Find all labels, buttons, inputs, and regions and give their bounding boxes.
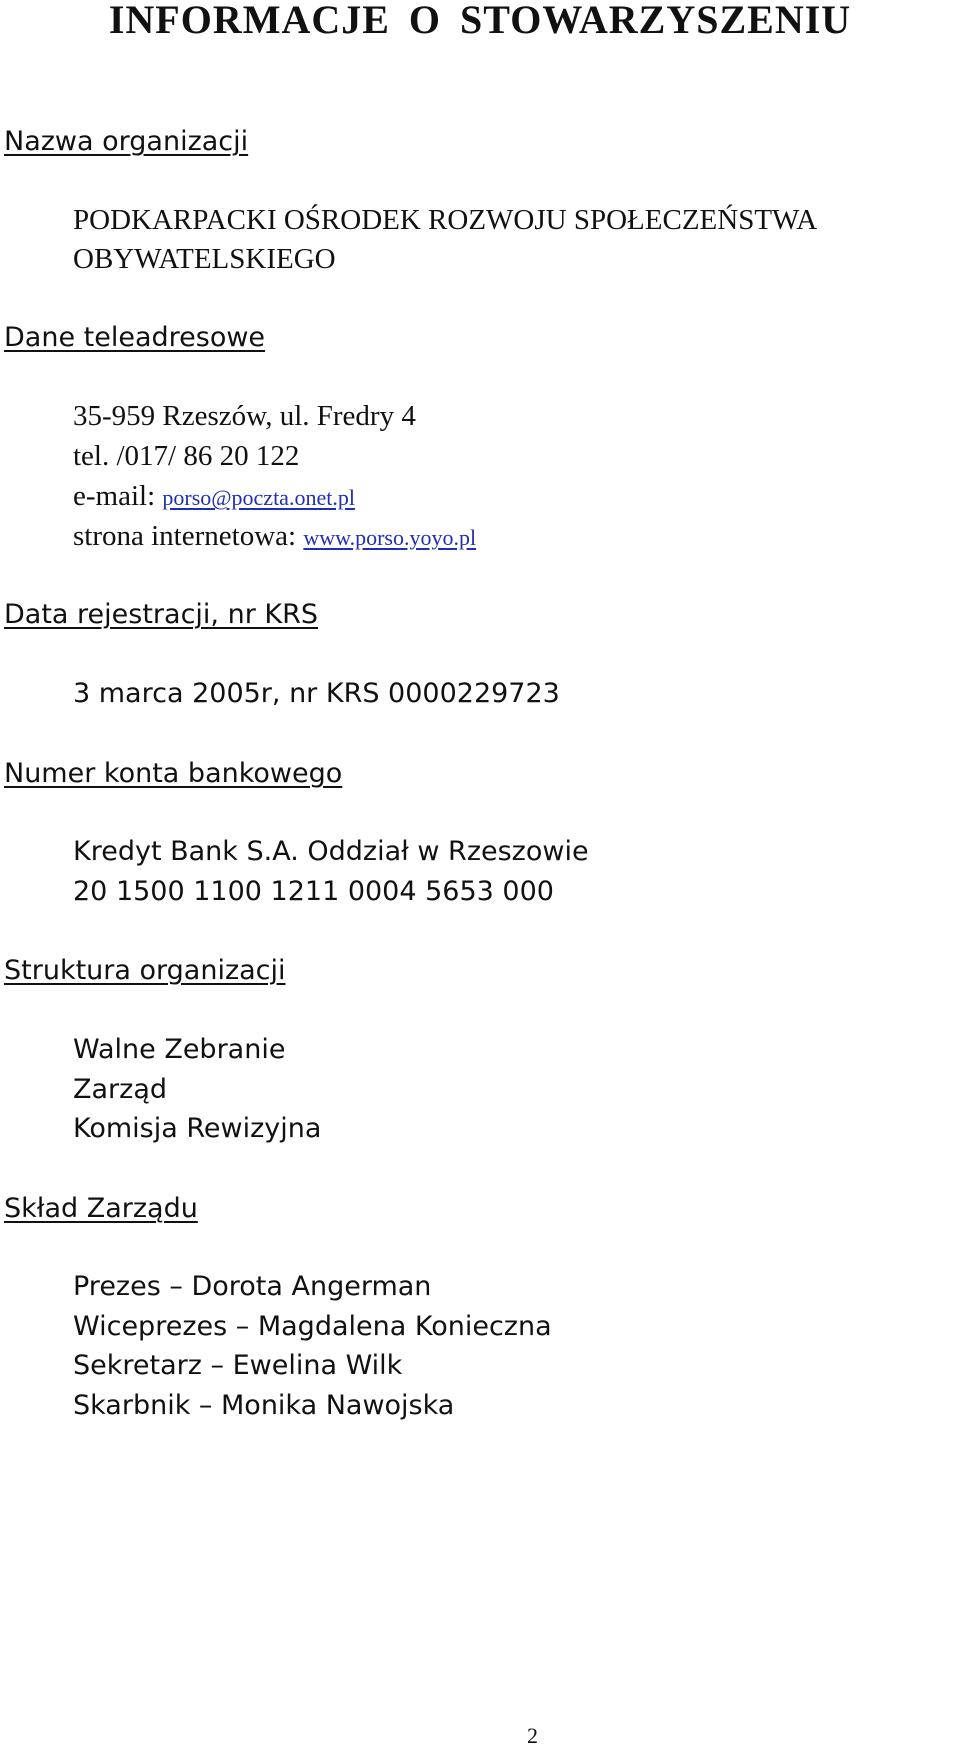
structure-item: Zarząd	[73, 1074, 167, 1105]
contact-website-link[interactable]: www.porso.yoyo.pl	[303, 525, 477, 550]
board-member: Sekretarz – Ewelina Wilk	[73, 1350, 403, 1381]
section-heading-structure: Struktura organizacji	[4, 955, 286, 986]
contact-email-row	[73, 478, 355, 516]
page-title: INFORMACJE O STOWARZYSZENIU	[108, 0, 852, 42]
section-heading-contact: Dane teleadresowe	[4, 322, 266, 353]
page-number: 2	[527, 1723, 538, 1748]
board-member: Wiceprezes – Magdalena Konieczna	[73, 1311, 552, 1342]
structure-item: Walne Zebranie	[73, 1034, 286, 1065]
contact-address: 35-959 Rzeszów, ul. Fredry 4	[73, 400, 416, 432]
board-member: Skarbnik – Monika Nawojska	[73, 1390, 455, 1421]
section-heading-bank: Numer konta bankowego	[4, 758, 343, 789]
bank-name: Kredyt Bank S.A. Oddział w Rzeszowie	[73, 836, 589, 867]
board-member: Prezes – Dorota Angerman	[73, 1271, 432, 1302]
contact-email-label: e-mail:	[73, 480, 163, 512]
contact-website-label: strona internetowa:	[73, 520, 304, 552]
bank-account: 20 1500 1100 1211 0004 5653 000	[73, 876, 554, 907]
registration-value: 3 marca 2005r, nr KRS 0000229723	[73, 678, 560, 709]
org-name-line-2: OBYWATELSKIEGO	[73, 243, 336, 275]
section-heading-board: Skład Zarządu	[4, 1193, 198, 1224]
org-name-line-1: PODKARPACKI OŚRODEK ROZWOJU SPOŁECZEŃSTWA	[73, 204, 818, 236]
section-heading-org-name: Nazwa organizacji	[4, 126, 249, 157]
contact-email-link[interactable]: porso@poczta.onet.pl	[162, 485, 355, 510]
contact-website-row	[73, 518, 476, 556]
contact-phone: tel. /017/ 86 20 122	[73, 440, 300, 472]
section-heading-registration: Data rejestracji, nr KRS	[4, 599, 318, 630]
structure-item: Komisja Rewizyjna	[73, 1113, 322, 1144]
